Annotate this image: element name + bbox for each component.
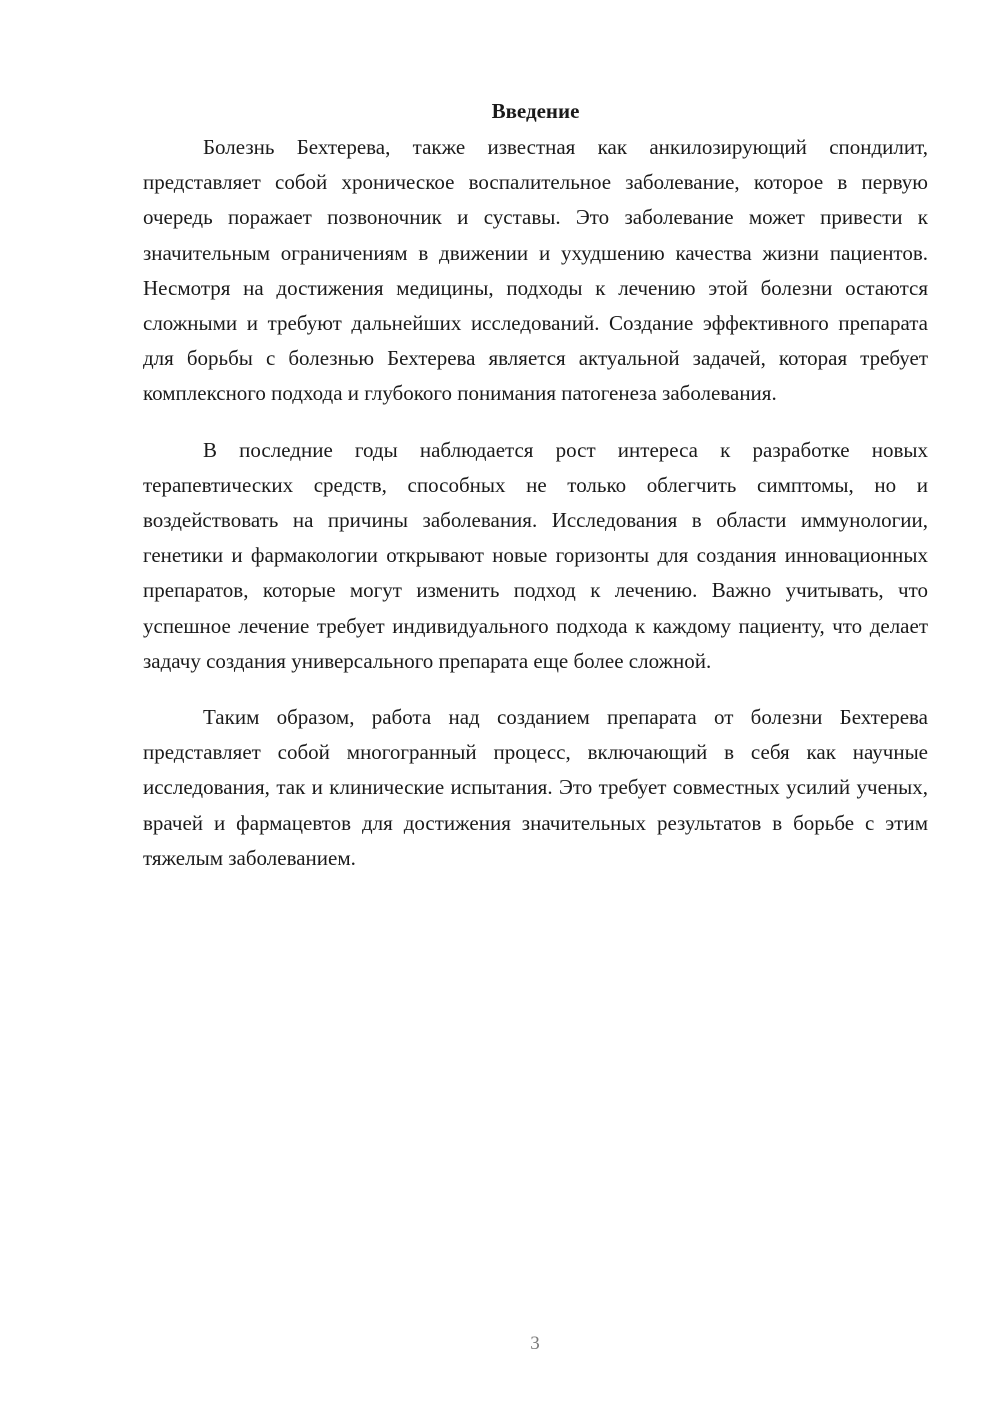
page-number: 3 <box>530 1333 540 1354</box>
section-heading: Введение <box>491 99 580 123</box>
paragraph-2: В последние годы наблюдается рост интереса к разработке новых терапевтических средств, способных не только облегчить симптомы, но и воздействовать на причины заболевания. Исследования в области иммунологии, генетики и фармакологии открывают новые горизонты для создания инновационных препаратов, которые могут изменить подход к лечению. Важно учитывать, что успешное лечение требует индивидуального подхода к каждому пациенту, что делает задачу создания универсального препарата еще более сложной. <box>143 437 928 673</box>
paragraph-1: Болезнь Бехтерева, также известная как анкилозирующий спондилит, представляет собой хроническое воспалительное заболевание, которое в первую очередь поражает позвоночник и суставы. Это заболевание может привести к значительным ограничениям в движении и ухудшению качества жизни пациентов. Несмотря на достижения медицины, подходы к лечению этой болезни остаются сложными и требуют дальнейших исследований. Создание эффективного препарата для борьбы с болезнью Бехтерева является актуальной задачей, которая требует комплексного подхода и глубокого понимания патогенеза заболевания. <box>143 135 928 406</box>
paragraph-3: Таким образом, работа над созданием препарата от болезни Бехтерева представляет собой многогранный процесс, включающий в себя как научные исследования, так и клинические испытания. Это требует совместных усилий ученых, врачей и фармацевтов для достижения значительных результатов в борьбе с этим тяжелым заболеванием. <box>143 705 928 870</box>
page-content <box>143 94 928 897</box>
